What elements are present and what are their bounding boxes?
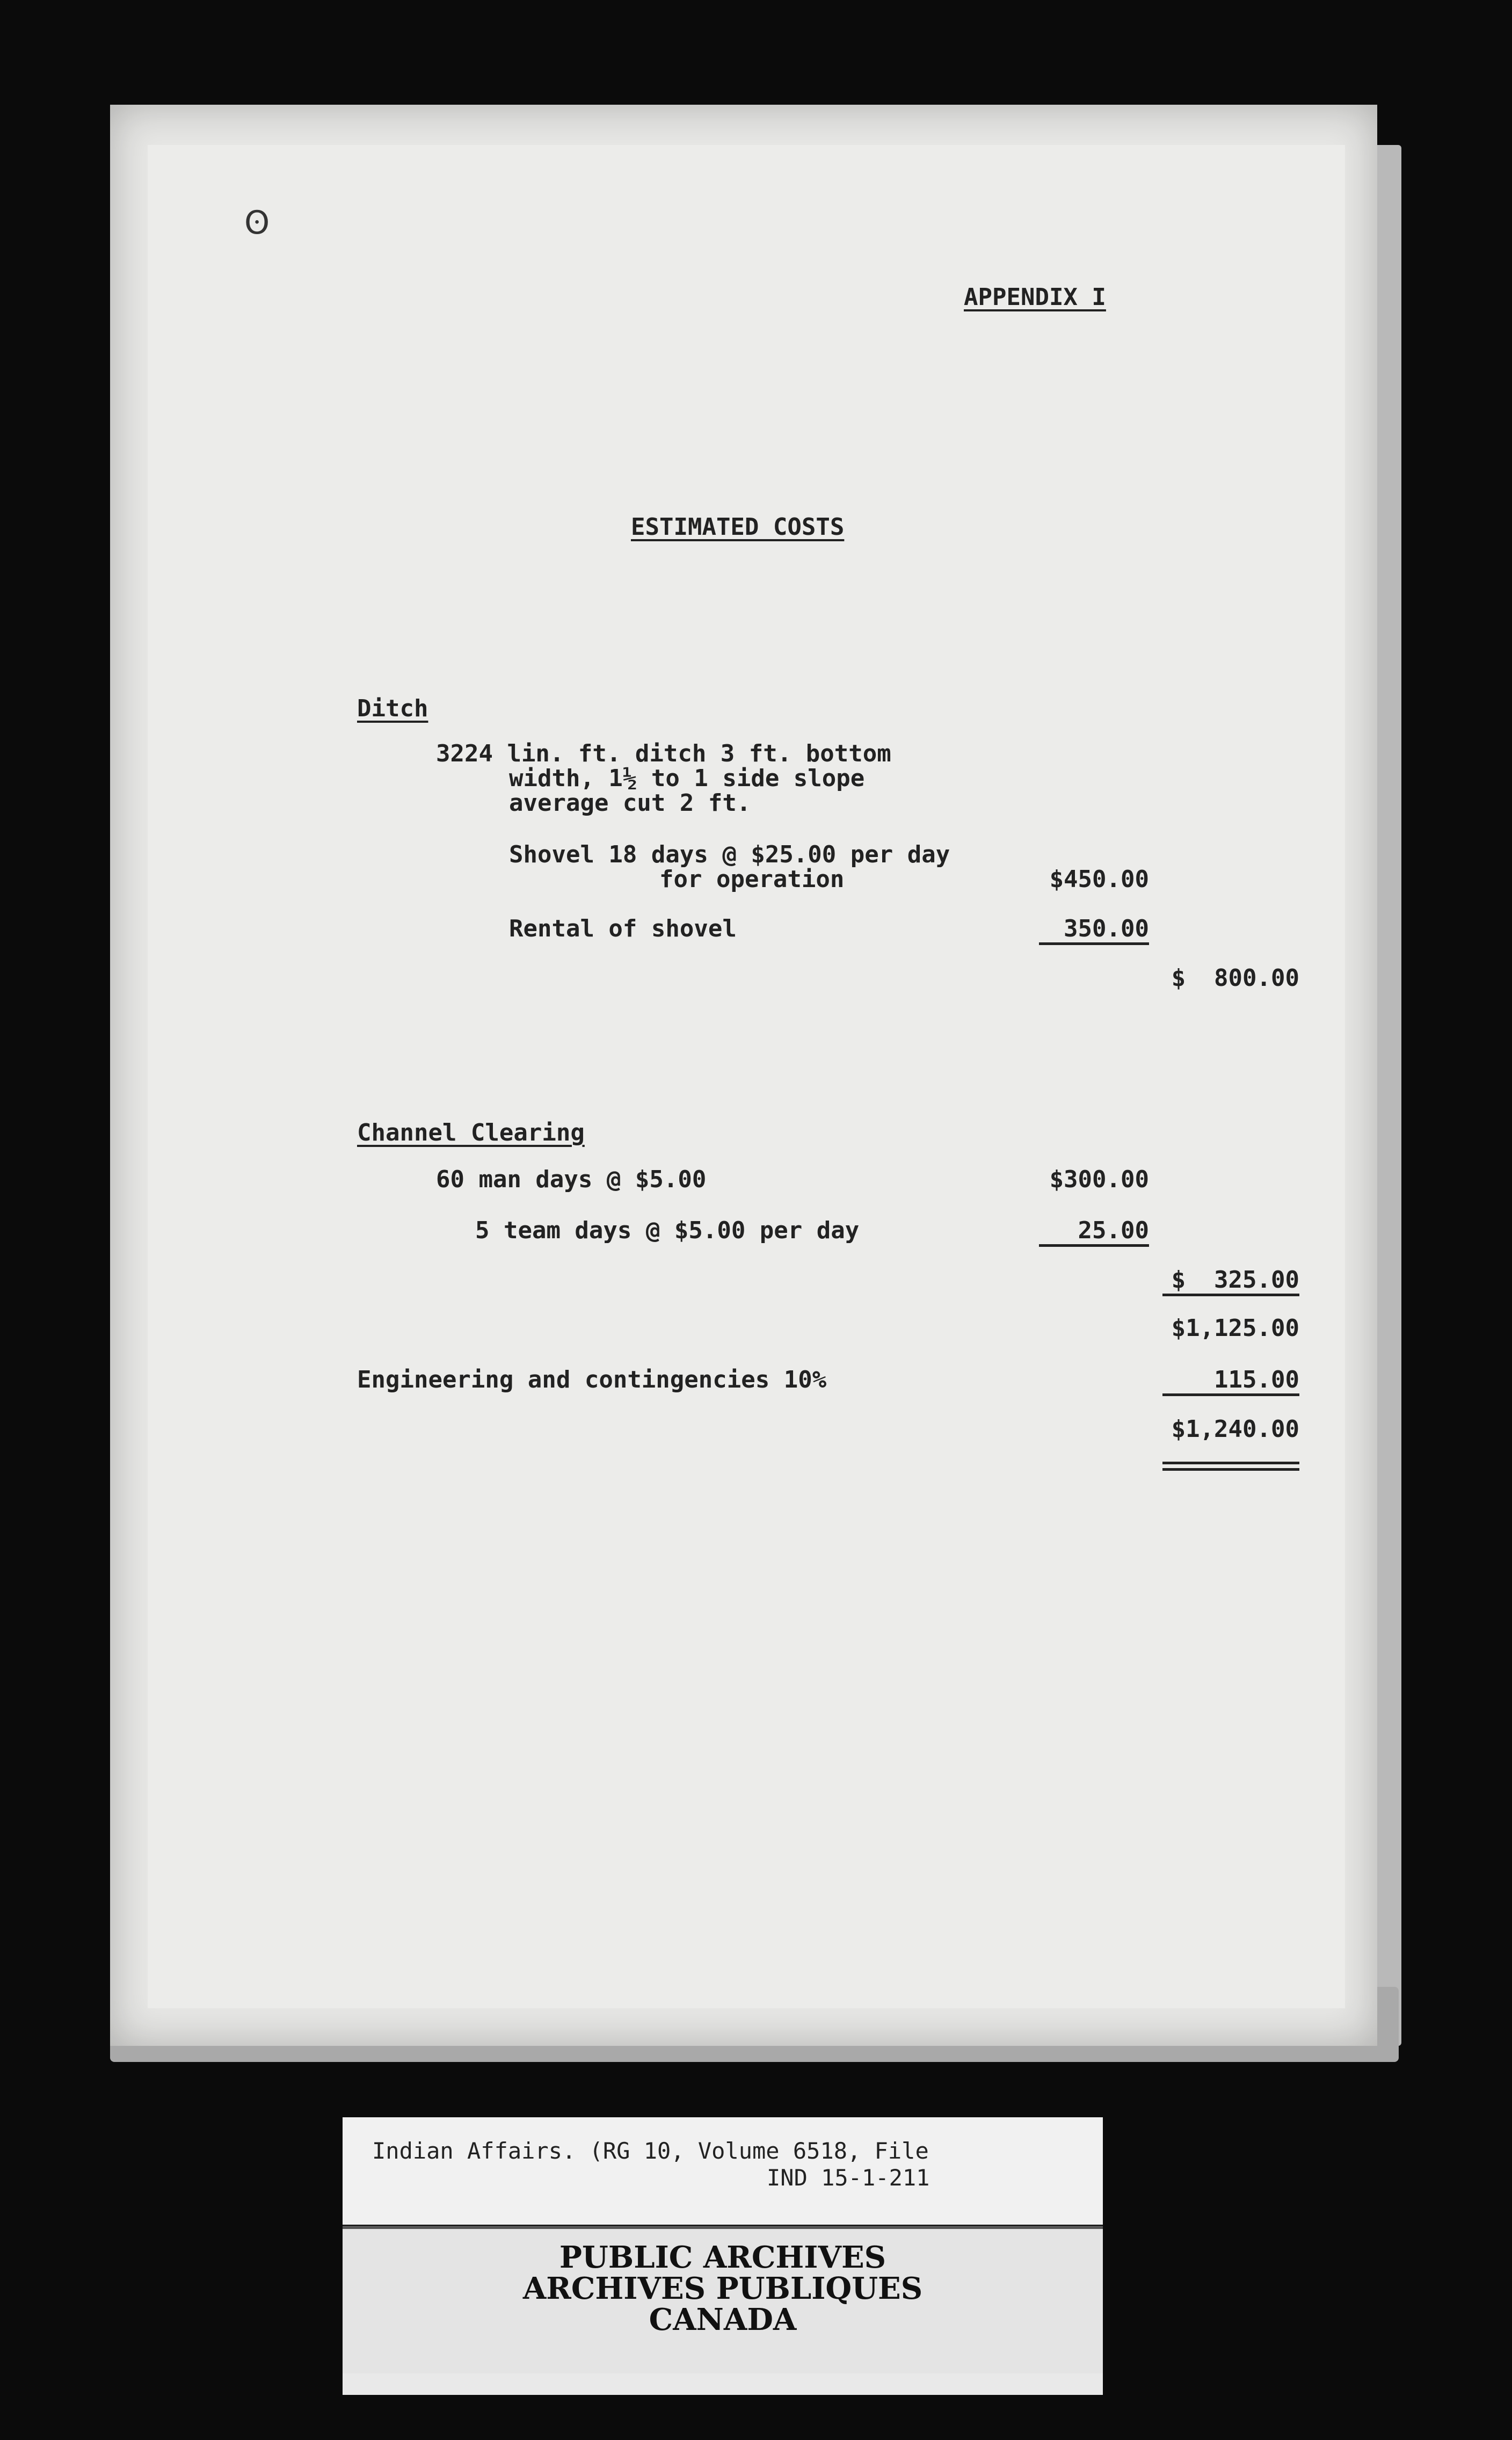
grand-total-double-underline-2 (1162, 1468, 1299, 1471)
ditch-heading: Ditch (357, 695, 428, 722)
man-days-label: 60 man days @ $5.00 (436, 1166, 707, 1193)
label-stub (343, 2373, 1103, 2395)
shovel-amount: $450.00 (1049, 866, 1149, 893)
engineering-underline (1162, 1393, 1299, 1396)
grand-total: $1,240.00 (1171, 1415, 1299, 1443)
team-days-label: 5 team days @ $5.00 per day (475, 1217, 860, 1244)
ditch-description-line3: average cut 2 ft. (509, 789, 751, 817)
stamp-line1: PUBLIC ARCHIVES (559, 2240, 886, 2275)
punch-hole-mark: ʘ (244, 204, 270, 242)
man-days-amount: $300.00 (1049, 1166, 1149, 1193)
stamp-line2: ARCHIVES PUBLIQUES (522, 2271, 923, 2306)
shovel-line1: Shovel 18 days @ $25.00 per day (509, 841, 950, 868)
public-archives-stamp (343, 2226, 1103, 2377)
ditch-description-line1: 3224 lin. ft. ditch 3 ft. bottom (436, 740, 891, 767)
shovel-line2: for operation (659, 866, 845, 893)
channel-subtotal-underline (1162, 1294, 1299, 1296)
document-page (110, 105, 1377, 2046)
channel-subtotal: $ 325.00 (1171, 1266, 1299, 1294)
engineering-amount: 115.00 (1214, 1366, 1299, 1393)
ditch-description-line2: width, 1½ to 1 side slope (509, 765, 865, 792)
team-days-underline (1039, 1244, 1149, 1247)
archive-reference-line2: IND 15-1-211 (767, 2165, 930, 2191)
total-before-engineering: $1,125.00 (1171, 1315, 1299, 1342)
document-title: ESTIMATED COSTS (631, 513, 845, 541)
ditch-subtotal: $ 800.00 (1171, 964, 1299, 992)
appendix-header: APPENDIX I (964, 284, 1106, 311)
archive-reference-line1: Indian Affairs. (RG 10, Volume 6518, File (372, 2138, 929, 2164)
grand-total-double-underline-1 (1162, 1462, 1299, 1464)
engineering-label: Engineering and contingencies 10% (357, 1366, 827, 1393)
channel-heading: Channel Clearing (357, 1119, 585, 1146)
document-body (148, 145, 1345, 2008)
archive-reference-label (343, 2117, 1103, 2225)
rental-label: Rental of shovel (509, 915, 737, 942)
rental-amount: 350.00 (1064, 915, 1149, 942)
stamp-line3: CANADA (649, 2302, 797, 2337)
rental-underline (1039, 942, 1149, 945)
team-days-amount: 25.00 (1078, 1217, 1149, 1244)
